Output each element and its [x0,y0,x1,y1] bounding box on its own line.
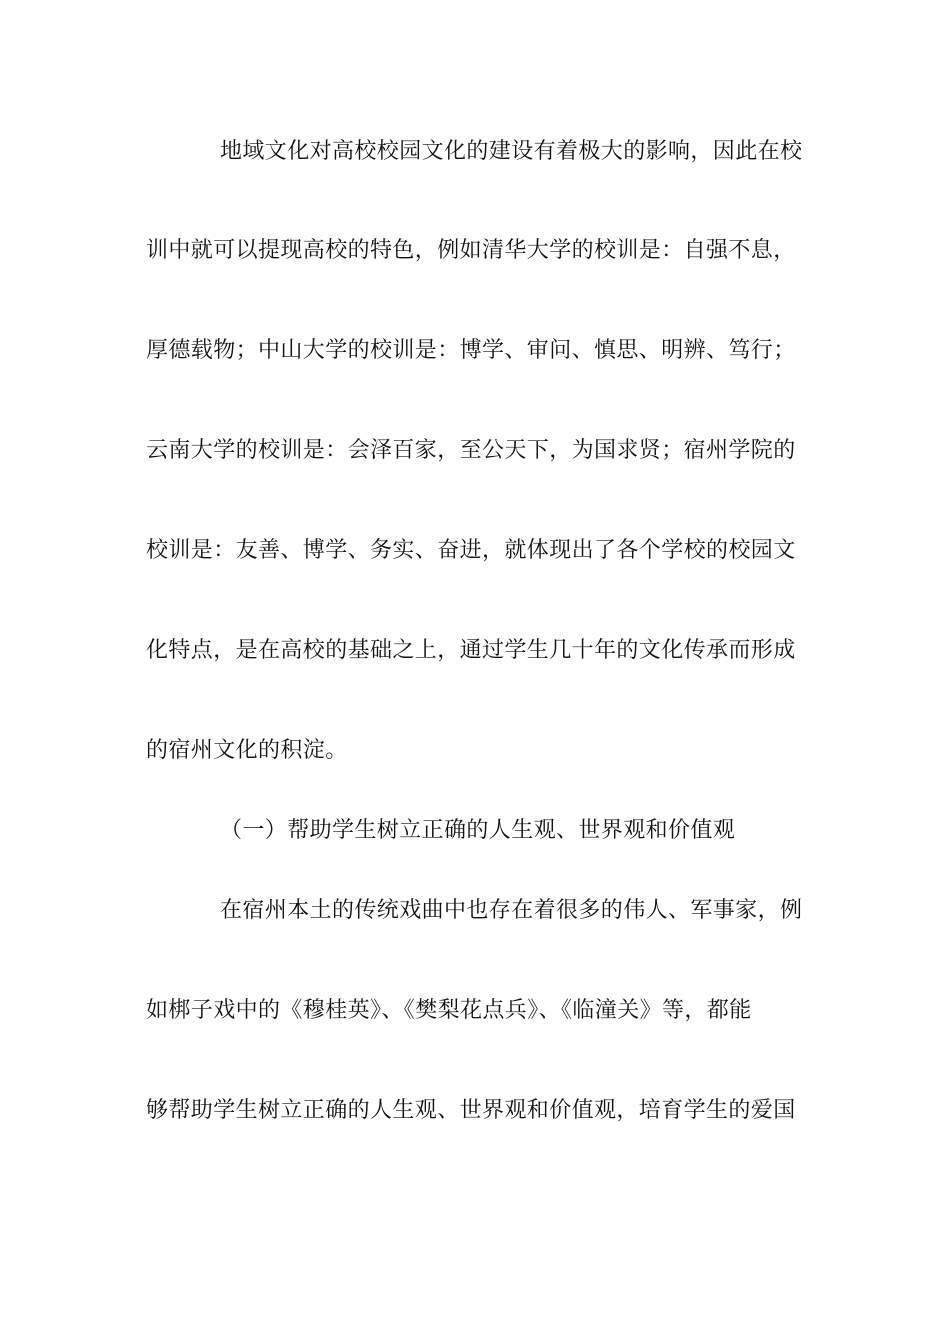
paragraph-1-line-3: 厚德载物；中山大学的校训是：博学、审问、慎思、明辨、笃行； [146,338,796,363]
paragraph-1-line-7: 的宿州文化的积淀。 [146,738,348,763]
paragraph-1-line-6: 化特点，是在高校的基础之上，通过学生几十年的文化传承而形成 [146,638,796,663]
paragraph-2-line-2: 如梆子戏中的《穆桂英》、《樊梨花点兵》、《临潼关》等，都能 [146,998,752,1023]
section-heading: （一）帮助学生树立正确的人生观、世界观和价值观 [220,818,736,843]
paragraph-2-line-1: 在宿州本土的传统戏曲中也存在着很多的伟人、军事家，例 [220,898,803,923]
paragraph-1-line-2: 训中就可以提现高校的特色，例如清华大学的校训是：自强不息， [146,238,796,263]
paragraph-1-line-5: 校训是：友善、博学、务实、奋进，就体现出了各个学校的校园文 [146,538,796,563]
paragraph-2-line-3: 够帮助学生树立正确的人生观、世界观和价值观，培育学生的爱国 [146,1098,796,1123]
paragraph-1-line-1: 地域文化对高校校园文化的建设有着极大的影响，因此在校 [220,139,803,164]
paragraph-1-line-4: 云南大学的校训是：会泽百家，至公天下，为国求贤；宿州学院的 [146,438,796,463]
